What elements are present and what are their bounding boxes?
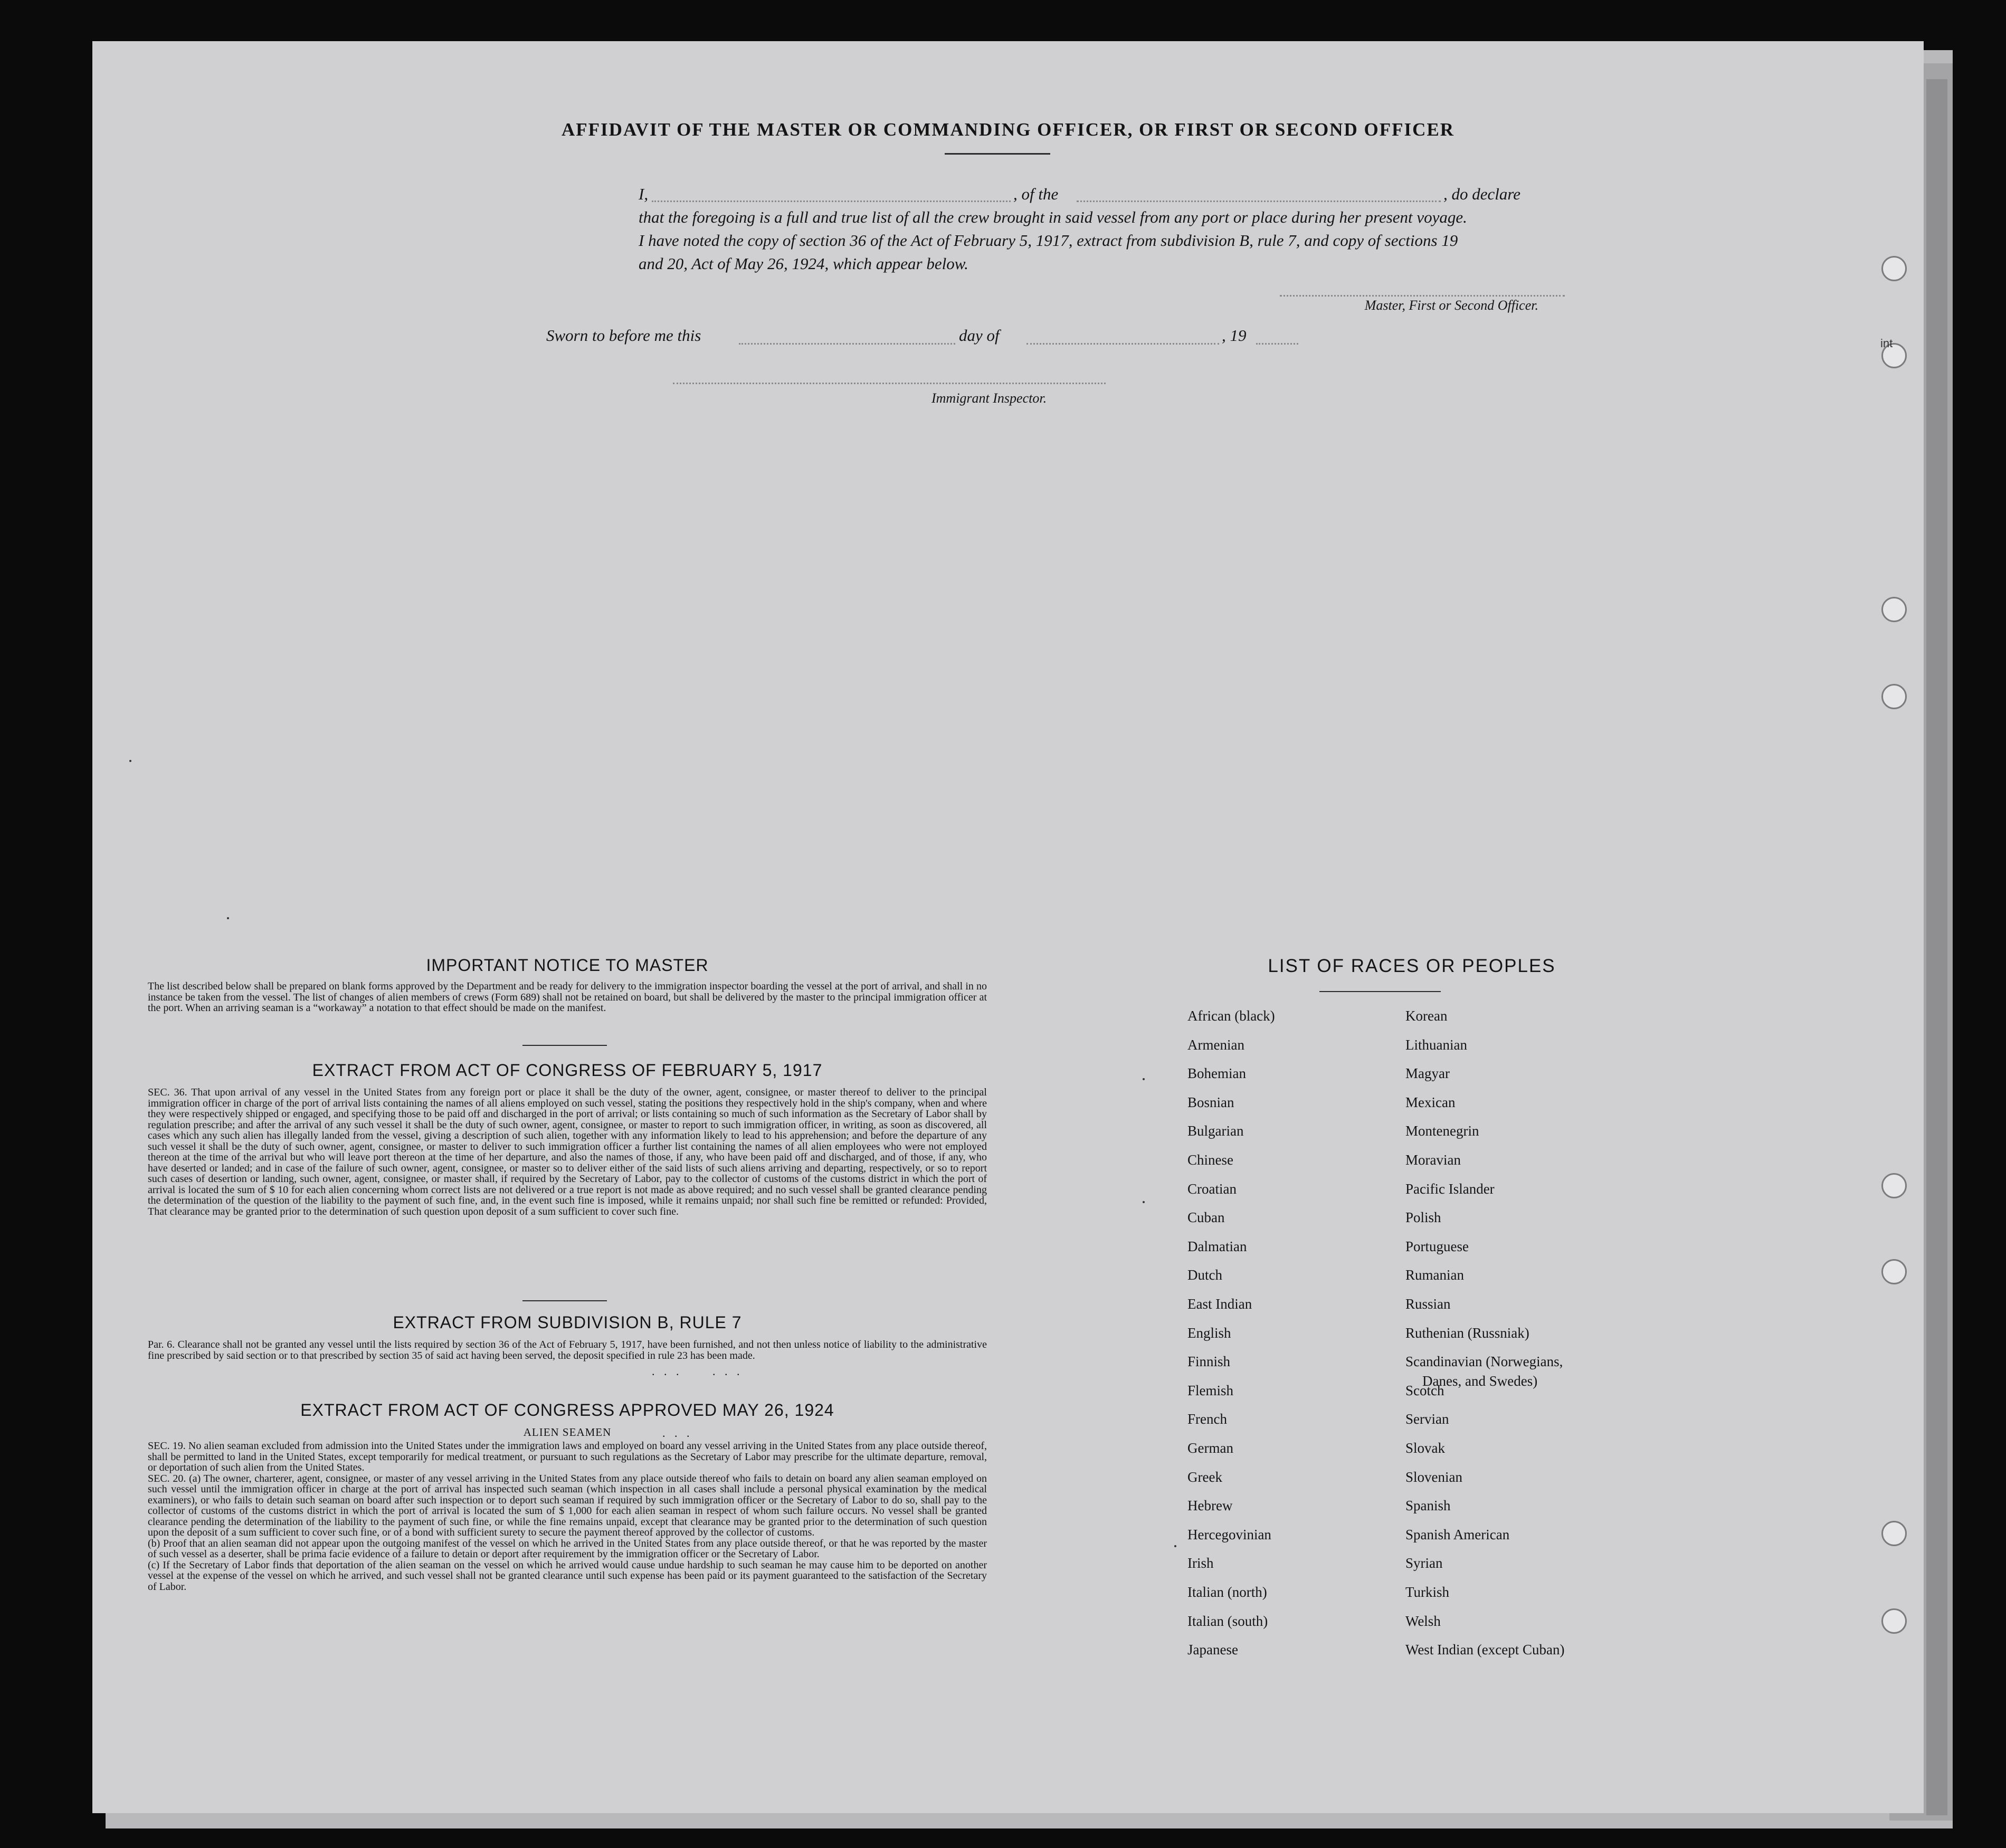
extract-1924-ellipsis: . . . xyxy=(662,1426,693,1440)
speck xyxy=(1174,1545,1176,1547)
race-item: Magyar xyxy=(1405,1065,1450,1082)
race-item: Irish xyxy=(1187,1555,1214,1571)
race-item: East Indian xyxy=(1187,1296,1252,1312)
form-page xyxy=(92,41,1924,1813)
race-item: Turkish xyxy=(1405,1584,1450,1600)
extract-1924-title: EXTRACT FROM ACT OF CONGRESS APPROVED MAY 26, 1924 xyxy=(300,1401,834,1420)
binder-hole xyxy=(1881,597,1907,622)
speck xyxy=(1143,1201,1145,1203)
race-item: Dalmatian xyxy=(1187,1238,1247,1254)
officer-signature-field[interactable] xyxy=(1280,295,1565,297)
title-rule xyxy=(945,153,1050,155)
notice-title: IMPORTANT NOTICE TO MASTER xyxy=(426,956,709,975)
race-item: Flemish xyxy=(1187,1382,1234,1398)
speck xyxy=(1143,1078,1145,1080)
race-item: Mexican xyxy=(1405,1094,1456,1110)
binder-hole xyxy=(1881,1521,1907,1546)
race-item: Ruthenian (Russniak) xyxy=(1405,1325,1529,1341)
section-20b: (b) Proof that an alien seaman did not appear upon the outgoing manifest of the vessel on which he arrived in the United States from any place outside thereof, or that he was reported by the master of such vessel as a deserter, shall be prima facie evidence of a failure to detain or deport after requirement by the immigration officer or the Secretary of Labor. xyxy=(148,1537,987,1560)
vessel-label: , of the xyxy=(1013,185,1059,203)
race-item: Cuban xyxy=(1187,1209,1225,1226)
race-item: Bohemian xyxy=(1187,1065,1246,1082)
affidavit-line4: and 20, Act of May 26, 1924, which appear below. xyxy=(639,254,968,273)
race-item: Dutch xyxy=(1187,1267,1222,1283)
race-item: Servian xyxy=(1405,1411,1449,1427)
speck xyxy=(129,760,131,762)
race-item: Lithuanian xyxy=(1405,1036,1467,1053)
declare-label: , do declare xyxy=(1443,185,1521,203)
race-item: Italian (north) xyxy=(1187,1584,1267,1600)
race-item: French xyxy=(1187,1411,1227,1427)
race-item: Welsh xyxy=(1405,1613,1441,1629)
affidavit-title: AFFIDAVIT OF THE MASTER OR COMMANDING OFFICER, OR FIRST OR SECOND OFFICER xyxy=(562,119,1454,140)
binder-hole xyxy=(1881,1173,1907,1198)
sworn-day-field[interactable] xyxy=(739,343,955,345)
inspector-signature-field[interactable] xyxy=(673,383,1106,384)
section-19: SEC. 19. No alien seaman excluded from admission into the United States under the immigration laws and employed on board any vessel arriving in the United States from any place outside thereof, shall be permitted to land in the United States, except temporarily for medical treatment, or pursuant to such regulations as the Secretary of Labor may prescribe for the ultimate departure, removal, or deportation of such alien from the United States. xyxy=(148,1440,987,1473)
extract-1917-rule xyxy=(522,1300,607,1301)
race-item: Hercegovinian xyxy=(1187,1526,1271,1542)
sworn-line xyxy=(546,326,1496,347)
race-item: Japanese xyxy=(1187,1642,1238,1658)
race-item: Armenian xyxy=(1187,1036,1244,1053)
affidavit-line3: I have noted the copy of section 36 of the Act of February 5, 1917, extract from subdivision B, rule 7, and copy of sections 19 xyxy=(639,231,1458,250)
race-item: Croatian xyxy=(1187,1180,1237,1197)
binder-hole xyxy=(1881,684,1907,709)
vessel-name-field[interactable] xyxy=(1077,201,1441,202)
race-item: English xyxy=(1187,1325,1231,1341)
sworn-month-field[interactable] xyxy=(1026,343,1219,345)
race-item: Portuguese xyxy=(1405,1238,1469,1254)
race-item: Scotch xyxy=(1405,1382,1444,1398)
race-item: Hebrew xyxy=(1187,1498,1233,1514)
race-item: Greek xyxy=(1187,1469,1222,1485)
rule7-body: Par. 6. Clearance shall not be granted any vessel until the lists required by section 36 of the Act of February 5, 1917, have been furnished, and not then unless notice of liability to the administrative fine prescribed by said section or to that prescribed by section 35 of said act having been served, the deposit specified in rule 23 has been made. xyxy=(148,1339,987,1361)
speck xyxy=(227,917,229,919)
notice-body: The list described below shall be prepared on blank forms approved by the Department and be ready for delivery to the immigration inspector boarding the vessel at the port of arrival, and shall in no instance be taken from the vessel. The list of changes of alien members of crews (Form 689) shall not be retained on board, but shall be delivered by the master to the principal immigration officer at the port. When an arriving seaman is a “workaway” a notation to that effect should be made on the manifest. xyxy=(148,980,987,1014)
races-rule xyxy=(1319,991,1441,992)
race-item: Rumanian xyxy=(1405,1267,1464,1283)
race-item: Bulgarian xyxy=(1187,1123,1244,1139)
binder-hole xyxy=(1881,256,1907,281)
race-item: Chinese xyxy=(1187,1152,1233,1168)
binder-hole xyxy=(1881,1259,1907,1284)
race-item: Bosnian xyxy=(1187,1094,1234,1110)
race-item: West Indian (except Cuban) xyxy=(1405,1642,1565,1658)
race-item: Slovak xyxy=(1405,1440,1446,1456)
race-item: Korean xyxy=(1405,1008,1448,1024)
notice-rule xyxy=(522,1045,607,1046)
sworn-year-field[interactable] xyxy=(1256,343,1298,345)
race-item: Polish xyxy=(1405,1209,1441,1226)
race-item: African (black) xyxy=(1187,1008,1275,1024)
race-item: German xyxy=(1187,1440,1233,1456)
race-item: Russian xyxy=(1405,1296,1451,1312)
race-item: Scandinavian (Norwegians, xyxy=(1405,1354,1563,1370)
binder-hole xyxy=(1881,1608,1907,1634)
extract-1917-body: SEC. 36. That upon arrival of any vessel in the United States from any foreign port or place it shall be the duty of the owner, agent, consignee, or master thereof to deliver to the principal immigration officer in charge of the port of arrival lists containing the names of all aliens employed on such vessel, stating the positions they respectively hold in the ship's company, when and where they were respectively shipped or engaged, and specifying those to be paid off and discharged in the port of arrival; or lists containing so much of such information as the Secretary of Labor shall by regulation prescribe; and after the arrival of any such vessel it shall be the duty of such owner, agent, consignee, or master to report to such immigration officer, in writing, as soon as discovered, all cases which any such alien has illegally landed from the vessel, giving a description of such alien, together with any information likely to lead to his apprehension; and before the departure of any such vessel it shall be the duty of such owner, agent, consignee, or master to deliver to such immigration officer a further list containing the names of all alien employees who were not employed thereon at the time of the arrival but who will leave port thereon at the time of her departure, and also the names of those, if any, who have been paid off and discharged, and of those, if any, who have deserted or landed; and in case of the failure of such owner, agent, consignee, or master so to deliver either of the said lists of such aliens arriving and departing, respectively, or so to report such cases of desertion or landing, such owner, agent, consignee, or master shall, if required by the Secretary of Labor, pay to the collector of customs of the customs district in which the port of arrival is located the sum of $ 10 for each alien concerning whom correct lists are not delivered or a true report is not made as above required; and no such vessel shall be granted clearance pending the determination of the question of the liability to the payment of such fine, and, in the event such fine is imposed, while it remains unpaid; nor shall such fine be remitted or refunded: Provided, That clearance may be granted prior to the determination of such question upon deposit of a sum sufficient to cover such fine. xyxy=(148,1087,987,1217)
officer-signature-label: Master, First or Second Officer. xyxy=(1364,298,1538,313)
declarant-label: I, xyxy=(639,185,649,203)
affidavit-line1 xyxy=(546,185,1607,206)
race-item: Montenegrin xyxy=(1405,1123,1479,1139)
declarant-name-field[interactable] xyxy=(652,201,1011,202)
section-20a: SEC. 20. (a) The owner, charterer, agent, consignee, or master of any vessel arriving in the United States from any place outside thereof who fails to detain on board any alien seaman employed on such vessel until the immigration officer in charge at the port of arrival has inspected such seaman (which inspection in all cases shall include a personal physical examination by the medical examiners), or who fails to detain such seaman on board after such inspection or to deport such seaman if required by such immigration officer or the Secretary of Labor to do so, shall pay to the collector of customs of the customs district in which the port of arrival is located the sum of $ 1,000 for each alien seaman in respect of whom such failure occurs. No vessel shall be granted clearance pending the determination of the liability to the payment of such fine, or while the fine remains unpaid, except that clearance may be granted prior to the determination of such question upon the deposit of a sum sufficient to cover such fine, or of a bond with sufficient surety to secure the payment thereof approved by the collector of customs. xyxy=(148,1472,987,1538)
race-item: Finnish xyxy=(1187,1354,1231,1370)
race-item: Moravian xyxy=(1405,1152,1461,1168)
alien-seamen-subtitle: ALIEN SEAMEN xyxy=(523,1426,612,1439)
races-title: LIST OF RACES OR PEOPLES xyxy=(1268,956,1556,976)
race-item: Slovenian xyxy=(1405,1469,1462,1485)
race-item: Spanish xyxy=(1405,1498,1451,1514)
affidavit-line2: that the foregoing is a full and true list of all the crew brought in said vessel from any port or place during her present voyage. xyxy=(639,208,1467,226)
race-item: Pacific Islander xyxy=(1405,1180,1495,1197)
extract-1917-title: EXTRACT FROM ACT OF CONGRESS OF FEBRUARY 5, 1917 xyxy=(312,1061,823,1080)
race-item: Italian (south) xyxy=(1187,1613,1268,1629)
race-item: Syrian xyxy=(1405,1555,1443,1571)
rule7-title: EXTRACT FROM SUBDIVISION B, RULE 7 xyxy=(393,1313,742,1332)
inspector-signature-label: Immigrant Inspector. xyxy=(931,390,1047,406)
race-item: Spanish American xyxy=(1405,1526,1510,1542)
year-label: , 19 xyxy=(1222,326,1247,345)
rule7-ellipsis: . . . . . . xyxy=(652,1365,743,1378)
sworn-label: Sworn to before me this xyxy=(546,326,701,345)
section-20c: (c) If the Secretary of Labor finds that deportation of the alien seaman on the vessel on which he arrived would cause undue hardship to such seaman he may cause him to be deported on another vessel at the expense of the vessel on which he arrived, and such vessel shall not be granted clearance until such expense has been paid or its payment guaranteed to the satisfaction of the Secretary of Labor. xyxy=(148,1559,987,1593)
day-of-label: day of xyxy=(959,326,1000,345)
extract-1924-body xyxy=(148,1441,987,1592)
scandinavian-continuation: Danes, and Swedes) xyxy=(1422,1373,1538,1389)
margin-mark: int xyxy=(1880,337,1893,350)
stacked-page-edge-2 xyxy=(1926,79,1947,1815)
